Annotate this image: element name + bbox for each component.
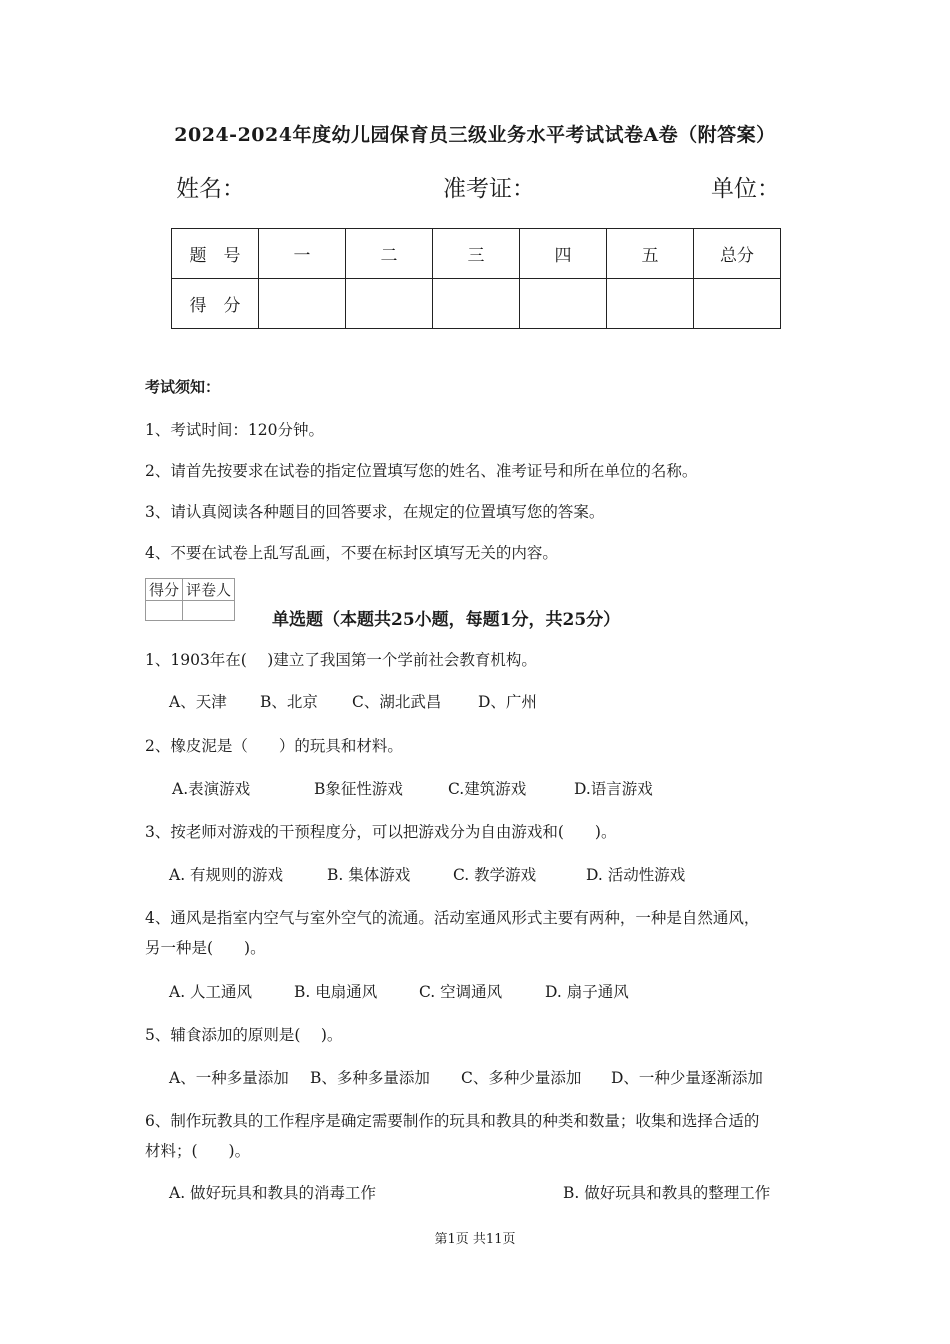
option: B、北京 (260, 693, 318, 711)
score-table-header: 三 (433, 229, 520, 279)
grader-name-cell[interactable] (183, 601, 235, 621)
score-cell[interactable] (259, 279, 346, 329)
score-cell[interactable] (694, 279, 781, 329)
option: C. 教学游戏 (453, 866, 537, 884)
score-cell[interactable] (433, 279, 520, 329)
option: B. 集体游戏 (327, 866, 411, 884)
grader-score-label: 得分 (146, 579, 183, 601)
question-stem: 4、通风是指室内空气与室外空气的流通。活动室通风形式主要有两种，一种是自然通风， (145, 909, 760, 927)
option: A. 人工通风 (169, 983, 253, 1001)
option: A. 有规则的游戏 (169, 866, 284, 884)
question-stem: 5、辅食添加的原则是( )。 (145, 1026, 343, 1044)
option: A、天津 (169, 693, 227, 711)
section-title: 单选题（本题共25小题，每题1分，共25分） (272, 610, 621, 630)
score-row-label: 得 分 (172, 279, 259, 329)
option: B. 电扇通风 (294, 983, 378, 1001)
option: D. 活动性游戏 (586, 866, 686, 884)
option: D、一种少量逐渐添加 (611, 1069, 763, 1087)
option: C. 空调通风 (419, 983, 503, 1001)
unit-label: 单位： (711, 176, 780, 202)
page-title: 2024-2024年度幼儿园保育员三级业务水平考试试卷A卷（附答案） (174, 124, 776, 146)
option: A.表演游戏 (172, 780, 251, 798)
score-table-header: 题 号 (172, 229, 259, 279)
score-table (171, 228, 781, 329)
candidate-info-row (0, 170, 950, 204)
notice-item: 1、考试时间：120分钟。 (145, 421, 324, 439)
option: D.语言游戏 (574, 780, 653, 798)
question-stem: 3、按老师对游戏的干预程度分，可以把游戏分为自由游戏和( )。 (145, 823, 617, 841)
option: C、多种少量添加 (461, 1069, 582, 1087)
notice-item: 3、请认真阅读各种题目的回答要求，在规定的位置填写您的答案。 (145, 503, 605, 521)
question-stem: 2、橡皮泥是（ ）的玩具和材料。 (145, 737, 403, 755)
notice-title: 考试须知： (145, 378, 221, 396)
score-cell[interactable] (607, 279, 694, 329)
score-table-header: 二 (346, 229, 433, 279)
grader-table (145, 578, 235, 621)
grader-score-cell[interactable] (146, 601, 183, 621)
option: A. 做好玩具和教具的消毒工作 (169, 1184, 377, 1202)
score-table-score-row (172, 279, 781, 329)
question-stem: 6、制作玩教具的工作程序是确定需要制作的玩具和教具的种类和数量；收集和选择合适的 (145, 1112, 760, 1130)
name-label: 姓名： (176, 176, 245, 202)
score-table-header: 五 (607, 229, 694, 279)
notice-item: 2、请首先按要求在试卷的指定位置填写您的姓名、准考证号和所在单位的名称。 (145, 462, 698, 480)
option: A、一种多量添加 (169, 1069, 289, 1087)
score-table-header: 四 (520, 229, 607, 279)
notice-item: 4、不要在试卷上乱写乱画，不要在标封区填写无关的内容。 (145, 544, 558, 562)
exam-id-label: 准考证： (443, 176, 535, 202)
question-stem-continued: 另一种是( )。 (145, 939, 266, 957)
score-cell[interactable] (520, 279, 607, 329)
question-stem: 1、1903年在( )建立了我国第一个学前社会教育机构。 (145, 651, 537, 669)
score-cell[interactable] (346, 279, 433, 329)
option: B. 做好玩具和教具的整理工作 (563, 1184, 771, 1202)
score-table-header-row (172, 229, 781, 279)
option: C、湖北武昌 (352, 693, 442, 711)
option: B象征性游戏 (314, 780, 403, 798)
option: D、广州 (478, 693, 537, 711)
question-stem-continued: 材料；( )。 (145, 1142, 251, 1160)
score-table-header: 总分 (694, 229, 781, 279)
grader-name-label: 评卷人 (183, 579, 235, 601)
score-table-header: 一 (259, 229, 346, 279)
option: B、多种多量添加 (310, 1069, 430, 1087)
option: D. 扇子通风 (545, 983, 629, 1001)
page-footer: 第1页 共11页 (434, 1232, 516, 1247)
option: C.建筑游戏 (448, 780, 527, 798)
